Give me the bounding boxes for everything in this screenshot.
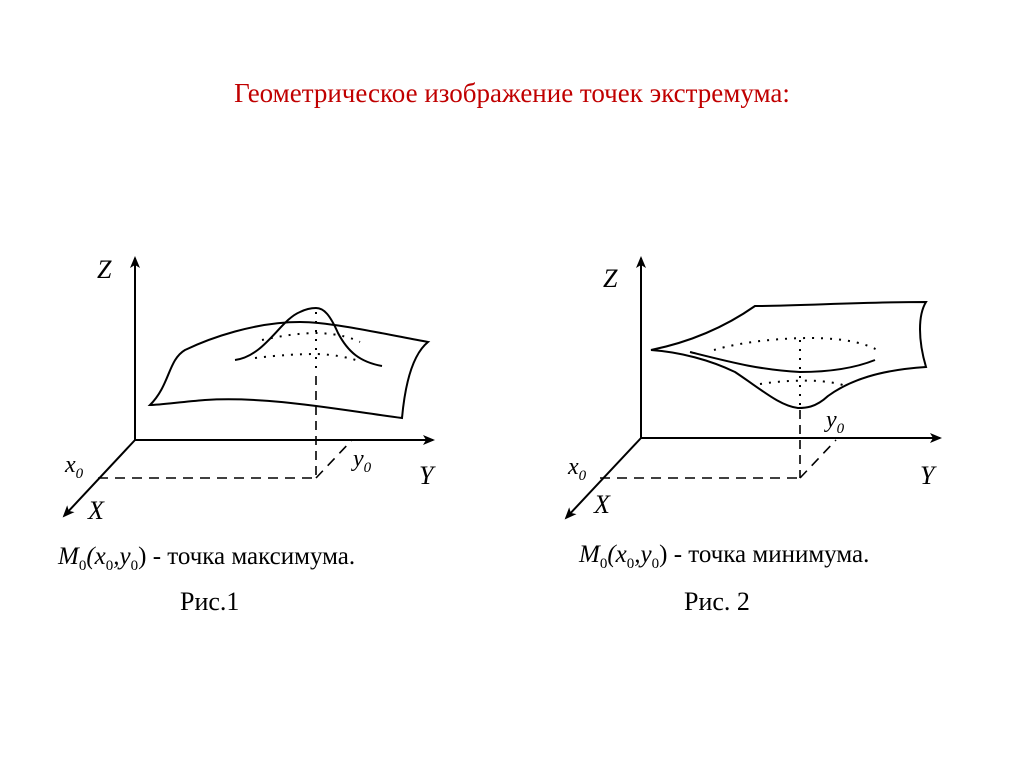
fig2-dotted-contour-upper bbox=[714, 338, 880, 352]
fig2-y0-dash bbox=[800, 440, 836, 478]
fig2-x-label: X bbox=[594, 490, 610, 519]
fig1-label: Рис.1 bbox=[180, 587, 240, 616]
fig2-y0-label: $y_0$ bbox=[826, 407, 845, 437]
fig2-surface-outline bbox=[651, 302, 926, 408]
fig1-y0-dash bbox=[316, 440, 352, 478]
fig1-y-label: Y bbox=[419, 461, 434, 490]
fig2-caption: $M_0(x_0,y_0)$ - точка минимума. bbox=[579, 541, 870, 572]
fig1-dotted-contour-lower bbox=[255, 354, 362, 362]
fig1-x0-label: $x_0$ bbox=[65, 452, 84, 482]
slide-title: Геометрическое изображение точек экстремума: bbox=[234, 78, 790, 108]
fig2-front-lip bbox=[690, 352, 875, 372]
fig2-x0-label: $x_0$ bbox=[568, 454, 587, 484]
fig1-dotted-contour-upper bbox=[262, 333, 360, 342]
fig1-surface-outline bbox=[150, 322, 428, 418]
figure-2-minimum bbox=[566, 258, 940, 518]
fig1-z-label: Z bbox=[97, 255, 112, 284]
fig1-caption: $M_0(x_0,y_0)$ - точка максимума. bbox=[58, 543, 356, 574]
fig2-z-label: Z bbox=[603, 264, 618, 293]
fig1-y0-label: $y_0$ bbox=[353, 446, 372, 476]
fig2-dotted-contour-lower bbox=[760, 381, 846, 386]
fig2-y-label: Y bbox=[920, 461, 935, 490]
figure-1-maximum bbox=[64, 258, 433, 516]
fig2-label: Рис. 2 bbox=[684, 587, 750, 616]
fig1-x-label: X bbox=[88, 496, 104, 525]
fig1-peak-curve bbox=[235, 308, 382, 366]
